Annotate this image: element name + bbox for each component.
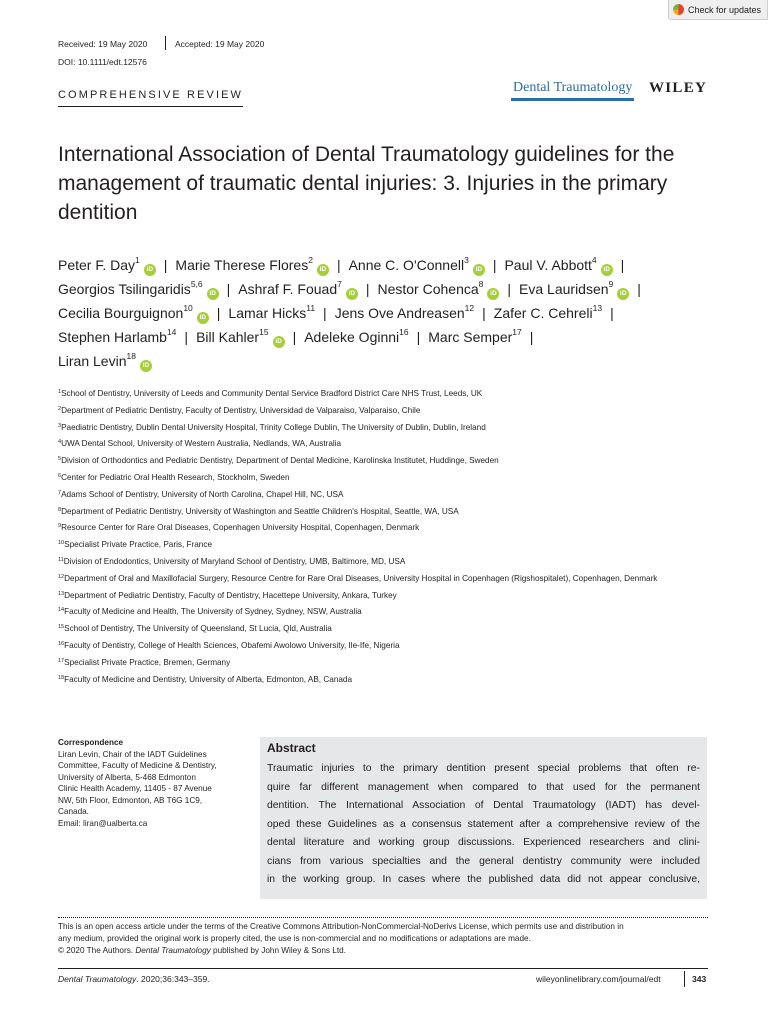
author-affiliation-ref: 3	[464, 255, 469, 265]
abstract-line: cians from various specialties and the general dentistry community were included	[267, 855, 700, 867]
author[interactable]	[228, 305, 315, 321]
doi[interactable]: DOI: 10.1111/edt.12576	[58, 57, 147, 67]
page-number: 343	[692, 974, 707, 984]
author-name[interactable]: Liran Levin	[58, 353, 127, 369]
orcid-icon[interactable]: iD	[144, 264, 156, 276]
author-line	[58, 257, 632, 276]
affiliation-text: Division of Endodontics, University of Maryland School of Dentistry, UMB, Baltimore, MD, USA	[63, 556, 406, 566]
correspondence-line: Email: liran@ualberta.ca	[58, 818, 148, 828]
affiliation-number: 10	[58, 540, 65, 547]
author-affiliation-ref: 17	[512, 327, 522, 337]
orcid-icon[interactable]: iD	[273, 336, 285, 348]
author-name[interactable]: Adeleke Oginni	[304, 329, 400, 345]
affiliation-number: 13	[58, 590, 65, 597]
author-name[interactable]: Paul V. Abbott	[504, 257, 592, 273]
affiliation-number: 7	[58, 489, 62, 496]
author-affiliation-ref: 8	[478, 279, 484, 289]
orcid-icon[interactable]: iD	[140, 360, 152, 372]
author-separator: |	[292, 329, 297, 345]
author-affiliation-ref: 15	[259, 327, 269, 337]
author[interactable]	[428, 329, 522, 345]
affiliation	[58, 606, 728, 617]
affiliation-number: 9	[58, 523, 62, 530]
affiliation	[58, 472, 728, 483]
correspondence-line: Committee, Faculty of Medicine & Dentistry,	[58, 761, 217, 770]
affiliation-text: Division of Orthodontics and Pediatric Dentistry, Department of Dental Medicine, Karolinska Institutet, Huddinge, Sweden	[61, 456, 499, 466]
affiliation-text: Resource Center for Rare Oral Diseases, Copenhagen University Hospital, Copenhagen, Denmark	[61, 523, 420, 533]
author-affiliation-ref: 12	[464, 303, 475, 313]
affiliation-number: 16	[58, 640, 65, 647]
abstract-box	[260, 737, 707, 899]
affiliation-number: 3	[58, 422, 62, 429]
author-affiliation-ref: 7	[337, 279, 342, 289]
author-name[interactable]: Jens Ove Andreasen	[334, 305, 465, 321]
footer-rule	[58, 968, 708, 969]
footer-citation	[58, 974, 210, 984]
author[interactable]	[349, 257, 485, 273]
abstract-heading: Abstract	[267, 741, 316, 755]
author[interactable]	[519, 281, 629, 297]
correspondence-line: Liran Levin, Chair of the IADT Guidelines	[58, 749, 207, 759]
author-separator: |	[637, 281, 641, 297]
correspondence-line: Clinic Health Academy, 11405 - 87 Avenue	[58, 784, 212, 793]
abstract-line: Traumatic injuries to the primary dentition present special problems that often re-	[267, 763, 700, 774]
author[interactable]	[377, 281, 499, 297]
author-separator: |	[492, 257, 497, 273]
copyright-line	[58, 945, 718, 957]
affiliation-text: Faculty of Medicine and Health, The University of Sydney, Sydney, NSW, Australia	[64, 607, 362, 617]
meta-divider	[165, 36, 166, 50]
author-separator: |	[610, 305, 614, 321]
orcid-icon[interactable]: iD	[487, 288, 499, 300]
author[interactable]	[504, 257, 612, 273]
orcid-icon[interactable]: iD	[197, 312, 209, 324]
author-name[interactable]: Bill Kahler	[196, 329, 260, 345]
author-name[interactable]: Stephen Harlamb	[58, 329, 167, 345]
author-separator: |	[323, 305, 327, 321]
license-line-2: any medium, provided the original work is properly cited, the use is non-commercial and no modifications or adaptations are made.	[58, 934, 531, 943]
copyright-journal: Dental Traumatology	[135, 946, 211, 955]
author[interactable]	[58, 353, 152, 369]
author-affiliation-ref: 11	[306, 303, 316, 313]
affiliation	[58, 489, 728, 500]
author-name[interactable]: Marc Semper	[428, 329, 513, 345]
publisher-logo: WILEY	[649, 80, 708, 96]
affiliation-list	[58, 388, 728, 690]
orcid-icon[interactable]: iD	[473, 264, 485, 276]
correspondence-line: University of Alberta, 5-468 Edmonton	[58, 772, 196, 782]
correspondence-heading: Correspondence	[58, 738, 124, 747]
affiliation-number: 15	[58, 624, 65, 631]
affiliation	[58, 573, 728, 584]
affiliation-text: School of Dentistry, The University of Queensland, St Lucia, Qld, Australia	[64, 624, 332, 634]
author-affiliation-ref: 14	[166, 327, 177, 337]
section-label: COMPREHENSIVE REVIEW	[58, 89, 243, 107]
author-name[interactable]: Anne C. O'Connell	[348, 257, 465, 273]
author-separator: |	[620, 257, 625, 273]
copyright-suffix: published by John Wiley & Sons Ltd.	[210, 946, 346, 955]
orcid-icon[interactable]: iD	[207, 288, 219, 300]
copyright-prefix: © 2020 The Authors.	[58, 946, 136, 955]
abstract-line: dentition. The International Association of Dental Traumatology (IADT) has devel-	[267, 800, 700, 811]
author[interactable]	[494, 305, 602, 321]
affiliation-text: Department of Pediatric Dentistry, Faculty of Dentistry, Hacettepe University, Ankara, Turkey	[64, 590, 397, 600]
journal-logo[interactable]: Dental Traumatology	[511, 80, 634, 101]
author-separator: |	[416, 329, 421, 345]
author-name[interactable]: Cecilia Bourguignon	[58, 305, 184, 321]
affiliation	[58, 388, 728, 399]
affiliation-text: School of Dentistry, University of Leeds and Community Dental Service Bradford District Care NHS Trust, Leeds, UK	[61, 389, 483, 398]
orcid-icon[interactable]: iD	[601, 264, 613, 276]
correspondence-line: NW, 5th Floor, Edmonton, AB T6G 1C9,	[58, 795, 203, 805]
affiliation	[58, 522, 728, 533]
affiliation-number: 14	[58, 607, 65, 614]
license-notice	[58, 921, 718, 957]
author-separator: |	[226, 281, 231, 297]
affiliation-text: Department of Pediatric Dentistry, University of Washington and Seattle Children's Hospital, Seattle, WA, USA	[61, 506, 459, 516]
author-name[interactable]: Marie Therese Flores	[175, 257, 309, 273]
accepted-date: Accepted: 19 May 2020	[175, 39, 265, 49]
affiliation-text: Specialist Private Practice, Bremen, Germany	[64, 657, 231, 667]
affiliation-number: 2	[58, 405, 62, 412]
footer-volume: . 2020;36:343–359.	[136, 974, 210, 984]
author[interactable]	[304, 329, 408, 345]
author[interactable]	[175, 257, 329, 273]
affiliation-text: Department of Pediatric Dentistry, Faculty of Dentistry, Universidad de Valparaiso, Valparaiso, Chile	[61, 405, 421, 415]
affiliation-number: 18	[58, 674, 65, 681]
abstract-line: in the working group. In cases where the published data did not appear conclusive,	[267, 874, 700, 885]
affiliation	[58, 422, 728, 433]
author-separator: |	[507, 281, 512, 297]
correspondence-line: Canada.	[58, 807, 89, 816]
affiliation-number: 5	[58, 456, 62, 463]
affiliation-text: Paediatric Dentistry, Dublin Dental University Hospital, Trinity College Dublin, The University of Dublin, Dublin, Ireland	[61, 422, 486, 432]
correspondence-block	[58, 737, 258, 829]
affiliation	[58, 674, 728, 685]
author-separator: |	[529, 329, 534, 345]
author-name[interactable]: Georgios Tsilingaridis	[58, 281, 191, 297]
author-separator: |	[365, 281, 370, 297]
affiliation-number: 11	[58, 556, 64, 563]
affiliation-number: 6	[58, 472, 62, 479]
author-name[interactable]: Ashraf F. Fouad	[238, 281, 338, 297]
footer-journal: Dental Traumatology	[58, 974, 137, 984]
footer-url[interactable]: wileyonlinelibrary.com/journal/edt	[536, 974, 661, 984]
correspondence-address	[58, 749, 258, 830]
author[interactable]	[238, 281, 358, 297]
affiliation	[58, 455, 728, 466]
affiliation	[58, 539, 728, 550]
affiliation-number: 1	[58, 389, 62, 395]
author-name[interactable]: Nestor Cohenca	[377, 281, 479, 297]
author[interactable]	[58, 305, 209, 321]
author[interactable]	[58, 329, 176, 345]
author[interactable]	[58, 281, 219, 297]
affiliation	[58, 623, 728, 634]
author-separator: |	[184, 329, 189, 345]
license-divider	[58, 917, 708, 918]
author[interactable]	[58, 257, 156, 273]
author-separator: |	[482, 305, 486, 321]
affiliation	[58, 556, 728, 567]
abstract-line: quire far different management when compared to that used for the permanent	[267, 781, 700, 793]
author[interactable]	[335, 305, 474, 321]
author-separator: |	[216, 305, 221, 321]
check-for-updates-label: Check for updates	[688, 4, 762, 15]
affiliation	[58, 405, 728, 416]
author-affiliation-ref: 13	[592, 303, 603, 313]
author-affiliation-ref: 16	[399, 327, 409, 337]
affiliation-text: Faculty of Medicine and Dentistry, University of Alberta, Edmonton, AB, Canada	[64, 674, 353, 684]
affiliation-text: Faculty of Dentistry, College of Health Sciences, Obafemi Awolowo University, Ile-Ife, Nigeria	[64, 640, 400, 650]
article-title: International Association of Dental Traumatology guidelines for the management of traumatic dental injuries: 3. Injuries in the primary dentition	[58, 143, 675, 224]
author-line	[58, 305, 622, 324]
abstract-line: oped these Guidelines as a consensus statement after a comprehensive review of the	[267, 818, 700, 830]
crossmark-icon	[673, 4, 684, 15]
author-name[interactable]: Lamar Hicks	[228, 305, 307, 321]
author-affiliation-ref: 10	[183, 303, 193, 313]
author-separator: |	[336, 257, 341, 273]
received-date: Received: 19 May 2020	[58, 39, 148, 49]
orcid-icon[interactable]: iD	[346, 288, 358, 300]
abstract-text	[267, 760, 700, 890]
affiliation-text: Center for Pediatric Oral Health Research, Stockholm, Sweden	[61, 472, 290, 482]
author-name[interactable]: Peter F. Day	[58, 257, 136, 273]
affiliation-number: 17	[58, 657, 65, 664]
affiliation-text: Specialist Private Practice, Paris, France	[64, 540, 213, 550]
author-affiliation-ref: 1	[135, 255, 140, 265]
footer-divider	[684, 971, 685, 987]
affiliation-text: Department of Oral and Maxillofacial Surgery, Resource Centre for Rare Oral Diseases, University Hospital in Copenhagen (Rigshospitalet), Copenhagen, Denmark	[64, 573, 658, 583]
license-line-1: This is an open access article under the terms of the Creative Commons Attribution-NonCommercial-NoDerivs License, which permits use and distribution in	[58, 922, 624, 931]
author-name[interactable]: Eva Lauridsen	[519, 281, 609, 297]
affiliation-number: 4	[58, 439, 62, 446]
orcid-icon[interactable]: iD	[317, 264, 329, 276]
affiliation-text: Adams School of Dentistry, University of North Carolina, Chapel Hill, NC, USA	[61, 489, 344, 499]
orcid-icon[interactable]: iD	[617, 288, 629, 300]
affiliation	[58, 657, 728, 668]
author-line	[58, 353, 152, 372]
affiliation	[58, 506, 728, 517]
affiliation	[58, 590, 728, 601]
author[interactable]	[196, 329, 285, 345]
affiliation-text: UWA Dental School, University of Western Australia, Nedlands, WA, Australia	[61, 439, 342, 449]
author-name[interactable]: Zafer C. Cehreli	[493, 305, 593, 321]
author-affiliation-ref: 5,6	[190, 279, 203, 289]
author-affiliation-ref: 18	[126, 351, 136, 361]
author-line	[58, 329, 541, 348]
author-affiliation-ref: 2	[308, 255, 313, 265]
check-for-updates-button[interactable]	[668, 0, 768, 20]
author-affiliation-ref: 9	[608, 279, 614, 289]
affiliation	[58, 438, 728, 449]
author-line	[58, 281, 649, 300]
affiliation	[58, 640, 728, 651]
author-separator: |	[163, 257, 168, 273]
affiliation-number: 12	[58, 573, 65, 580]
affiliation-number: 8	[58, 506, 62, 513]
abstract-line: dental literature and working group discussions. Experienced researchers and clini-	[267, 837, 700, 848]
author-affiliation-ref: 4	[591, 255, 597, 265]
